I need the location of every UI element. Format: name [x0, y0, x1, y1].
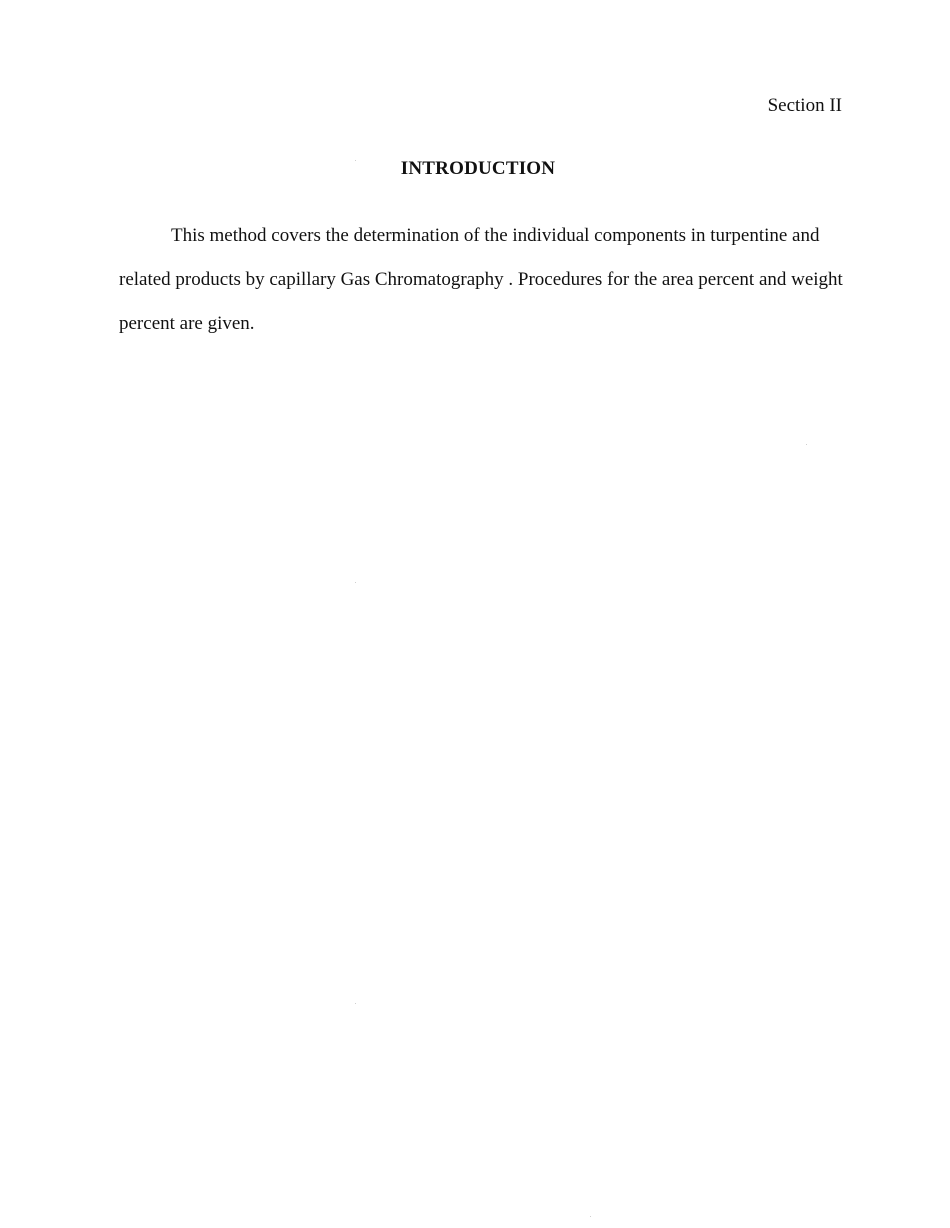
scan-speck	[355, 160, 356, 161]
scan-speck	[355, 582, 356, 583]
body-text-line: This method covers the determination of the individual components in turpentine and	[171, 225, 820, 246]
body-text-line: percent are given.	[119, 313, 255, 334]
body-text-line: related products by capillary Gas Chromatography . Procedures for the area percent and weight	[119, 269, 843, 290]
section-heading: INTRODUCTION	[400, 158, 556, 179]
section-label: Section II	[767, 95, 842, 116]
scan-speck	[355, 1003, 356, 1004]
scan-speck	[590, 1216, 591, 1217]
scan-speck	[806, 444, 807, 445]
